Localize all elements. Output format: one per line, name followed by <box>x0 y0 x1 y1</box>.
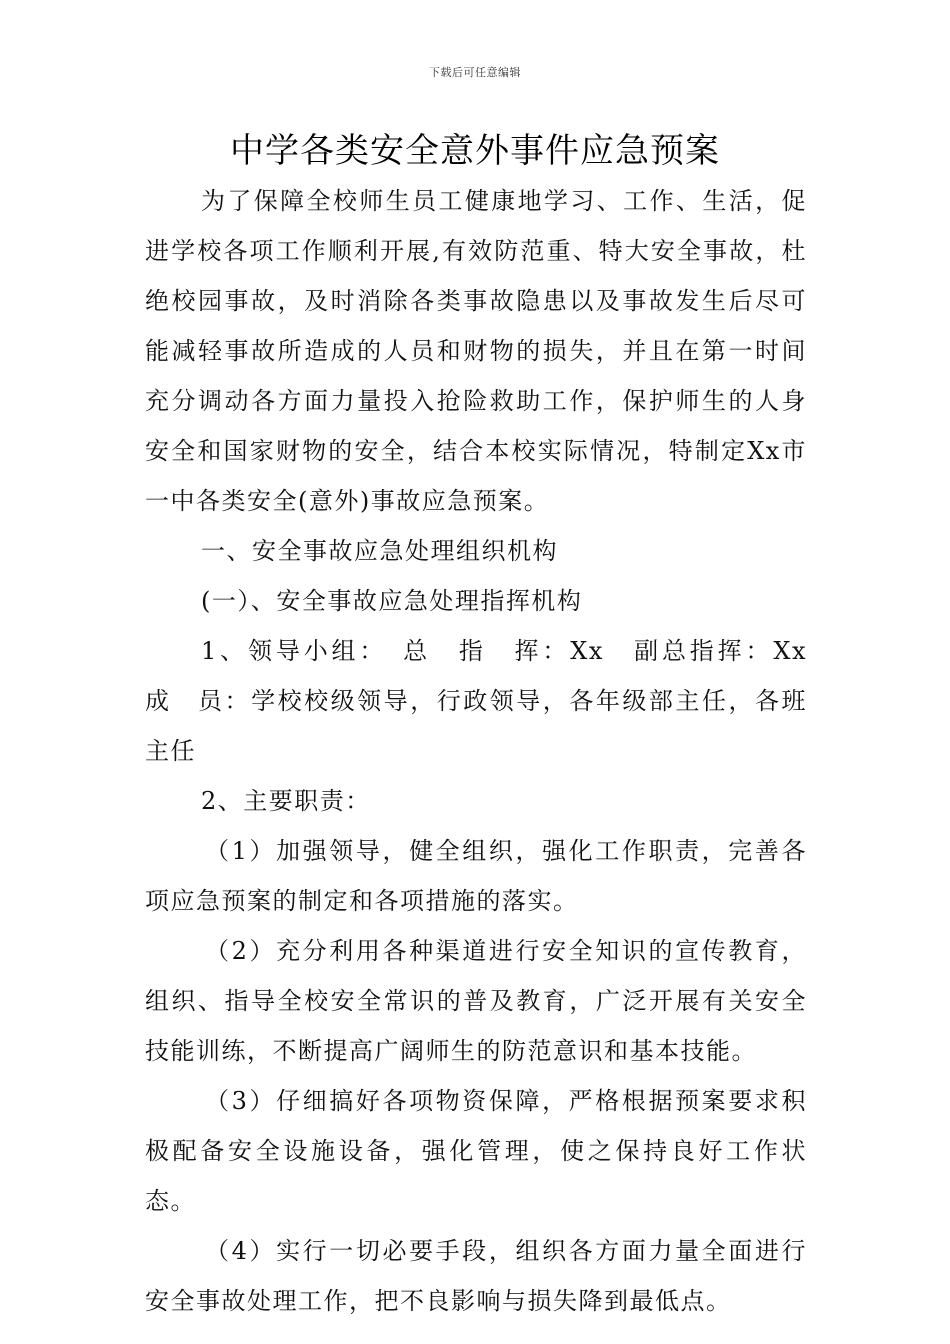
document-body <box>145 176 833 1326</box>
header-note: 下载后可任意编辑 <box>429 66 521 79</box>
section-heading: 一、安全事故应急处理组织机构 <box>201 537 558 565</box>
duty-item-3: （3）仔细搞好各项物资保障，严格根据预案要求积极配备安全设施设备，强化管理，使之保持良好工作状态。 <box>145 1087 807 1215</box>
duty-item-2: （2）充分利用各种渠道进行安全知识的宣传教育，组织、指导全校安全常识的普及教育，广泛开展有关安全技能训练，不断提高广阔师生的防范意识和基本技能。 <box>145 937 807 1065</box>
intro-paragraph: 为了保障全校师生员工健康地学习、工作、生活，促进学校各项工作顺利开展,有效防范重、特大安全事故，杜绝校园事故，及时消除各类事故隐患以及事故发生后尽可能减轻事故所造成的人员和财物的损失，并且在第一时间充分调动各方面力量投入抢险救助工作，保护师生的人身安全和国家财物的安全，结合本校实际情况，特制定Xx市一中各类安全(意外)事故应急预案。 <box>145 187 807 515</box>
duty-item-1: （1）加强领导，健全组织，强化工作职责，完善各项应急预案的制定和各项措施的落实。 <box>145 837 807 915</box>
duties-heading: 2、主要职责： <box>201 787 371 815</box>
duty-item-4: （4）实行一切必要手段，组织各方面力量全面进行安全事故处理工作，把不良影响与损失降到最低点。 <box>145 1237 807 1315</box>
subsection-heading: (一）、安全事故应急处理指挥机构 <box>201 587 583 615</box>
leadership-group-paragraph: 1、领导小组： 总 指 挥：Xx 副总指挥：Xx 成 员：学校校级领导，行政领导，各年级部主任，各班主任 <box>145 637 833 765</box>
document-title: 中学各类安全意外事件应急预案 <box>230 131 720 171</box>
